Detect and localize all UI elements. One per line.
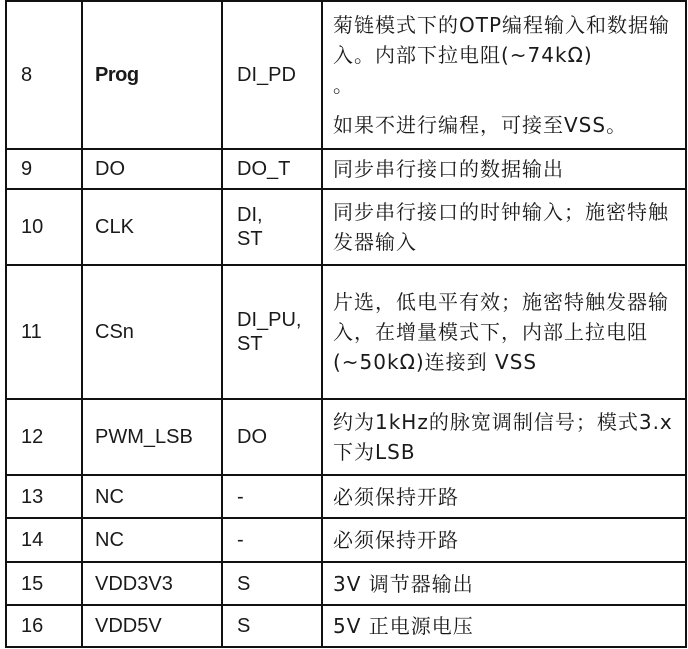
pin-description: [322, 399, 686, 475]
pin-number: 9: [6, 149, 82, 189]
description-text: 菊链模式下的OTP编程输入和数据输入。内部下拉电阻(~74kΩ): [333, 13, 671, 67]
pin-type: [222, 562, 322, 605]
pin-type-line: S: [237, 572, 251, 595]
pin-name: NC: [82, 475, 222, 518]
table-row: [6, 189, 686, 265]
pin-type: [222, 149, 322, 189]
pin-type-line: -: [237, 485, 244, 508]
pin-number: 12: [6, 399, 82, 475]
pin-description: [322, 189, 686, 265]
pin-name: VDD3V3: [82, 562, 222, 605]
pin-type-line: ST: [237, 228, 263, 250]
pin-number: 10: [6, 189, 82, 265]
description-text: 。: [333, 73, 354, 97]
description-text: 约为1kHz的脉宽调制信号；模式3.x下为LSB: [333, 410, 673, 464]
pin-type-line: DO_T: [237, 158, 291, 180]
pin-description: [322, 605, 686, 647]
table-row: [6, 149, 686, 189]
pin-number: 11: [6, 265, 82, 399]
description-text: 同步串行接口的数据输出: [333, 157, 564, 181]
description-text: 必须保持开路: [333, 528, 459, 552]
pin-description: [322, 265, 686, 399]
description-text: 5V 正电源电压: [333, 614, 474, 638]
pin-type: [222, 265, 322, 399]
pin-name: DO: [82, 149, 222, 189]
description-text: 如果不进行编程，可接至VSS。: [333, 113, 628, 137]
table-row: [6, 475, 686, 518]
pin-name: CSn: [82, 265, 222, 399]
pin-description: [322, 1, 686, 149]
table-row: [6, 562, 686, 605]
pin-number: 15: [6, 562, 82, 605]
pin-type-line: ST: [237, 333, 263, 355]
pin-type-line: DI_PD: [237, 64, 296, 86]
description-text: 必须保持开路: [333, 484, 459, 509]
description-text: 片选，低电平有效；施密特触发器输入，在增量模式下，内部上拉电阻 (~50kΩ)连接到 VSS: [333, 290, 669, 374]
pin-number: 14: [6, 518, 82, 562]
pin-description: [322, 149, 686, 189]
pin-number: 16: [6, 605, 82, 647]
pin-number: 13: [6, 475, 82, 518]
pin-number: 8: [6, 1, 82, 149]
pin-name: CLK: [82, 189, 222, 265]
description-text: 3V 调节器输出: [333, 571, 474, 596]
pin-name: NC: [82, 518, 222, 562]
table-row: [6, 265, 686, 399]
pin-type-line: S: [237, 615, 251, 637]
table-row: [6, 1, 686, 149]
pin-type: [222, 189, 322, 265]
pin-type: [222, 399, 322, 475]
pin-description: [322, 518, 686, 562]
pin-type-line: -: [237, 529, 244, 551]
pin-type: [222, 475, 322, 518]
pin-type-line: DI,: [237, 204, 263, 226]
pin-name: VDD5V: [82, 605, 222, 647]
pin-description-table: [5, 0, 687, 648]
table-row: [6, 518, 686, 562]
pin-type-line: DO: [237, 426, 267, 448]
pin-name: PWM_LSB: [82, 399, 222, 475]
pin-description: [322, 475, 686, 518]
pin-type: [222, 518, 322, 562]
pin-description: [322, 562, 686, 605]
pin-name: Prog: [82, 1, 222, 149]
pin-type: [222, 605, 322, 647]
pin-type-line: DI_PU,: [237, 309, 302, 331]
table-row: [6, 605, 686, 647]
description-text: 同步串行接口的时钟输入；施密特触发器输入: [333, 200, 669, 254]
pin-type: [222, 1, 322, 149]
table-row: [6, 399, 686, 475]
